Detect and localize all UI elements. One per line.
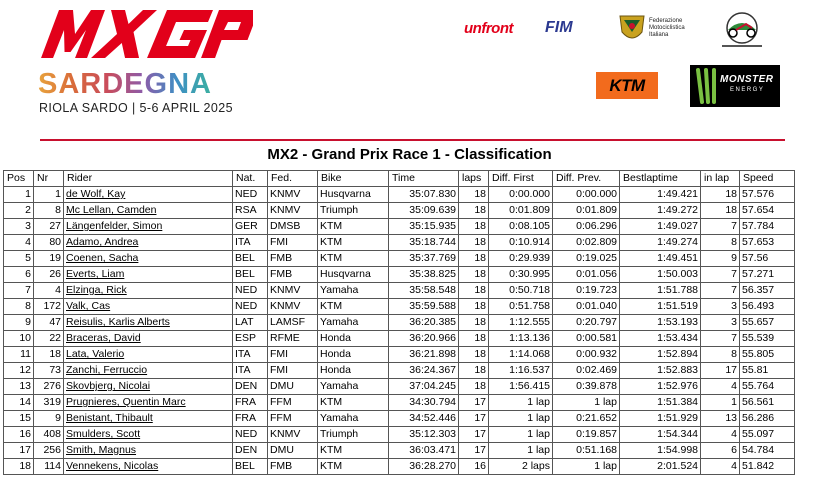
cell-rider[interactable]: Skovbjerg, Nicolai [64, 379, 233, 395]
header-nat: Nat. [233, 171, 268, 187]
cell-laps: 17 [459, 427, 489, 443]
cell-in-lap: 8 [701, 235, 740, 251]
cell-time: 36:21.898 [389, 347, 459, 363]
cell-time: 37:04.245 [389, 379, 459, 395]
table-row [4, 219, 795, 235]
table-row [4, 251, 795, 267]
cell-speed: 55.805 [740, 347, 795, 363]
cell-diff-prev: 0:19.723 [553, 283, 620, 299]
cell-fed: DMSB [268, 219, 318, 235]
cell-fed: KNMV [268, 187, 318, 203]
cell-laps: 18 [459, 267, 489, 283]
cell-nr: 80 [34, 235, 64, 251]
header-bike: Bike [318, 171, 389, 187]
cell-diff-prev: 1 lap [553, 395, 620, 411]
cell-in-lap: 1 [701, 395, 740, 411]
cell-fed: FFM [268, 411, 318, 427]
cell-speed: 57.654 [740, 203, 795, 219]
table-row [4, 331, 795, 347]
cell-time: 35:15.935 [389, 219, 459, 235]
cell-fed: FMI [268, 235, 318, 251]
cell-in-lap: 13 [701, 411, 740, 427]
monster-claw-icon [694, 68, 722, 104]
header-diff-prev: Diff. Prev. [553, 171, 620, 187]
cell-diff-first: 0:29.939 [489, 251, 553, 267]
header-fed: Fed. [268, 171, 318, 187]
cell-pos: 11 [4, 347, 34, 363]
cell-laps: 18 [459, 235, 489, 251]
cell-fed: FMB [268, 251, 318, 267]
cell-bike: Yamaha [318, 411, 389, 427]
cell-speed: 51.842 [740, 459, 795, 475]
monster-text: MONSTER [720, 74, 774, 85]
cell-pos: 12 [4, 363, 34, 379]
cell-pos: 14 [4, 395, 34, 411]
cell-diff-first: 0:08.105 [489, 219, 553, 235]
cell-nr: 19 [34, 251, 64, 267]
cell-nat: ITA [233, 363, 268, 379]
cell-laps: 17 [459, 411, 489, 427]
cell-nat: BEL [233, 459, 268, 475]
cell-fed: DMU [268, 379, 318, 395]
event-name-text: SARDEGNA [38, 68, 212, 100]
cell-diff-prev: 0:00.581 [553, 331, 620, 347]
table-row [4, 347, 795, 363]
cell-bike: KTM [318, 251, 389, 267]
cell-pos: 10 [4, 331, 34, 347]
cell-diff-first: 1 lap [489, 427, 553, 443]
cell-bestlaptime: 1:49.421 [620, 187, 701, 203]
table-row [4, 427, 795, 443]
cell-nr: 319 [34, 395, 64, 411]
cell-in-lap: 9 [701, 251, 740, 267]
cell-bestlaptime: 1:51.519 [620, 299, 701, 315]
cell-nat: DEN [233, 443, 268, 459]
classification-table [3, 170, 795, 475]
cell-pos: 17 [4, 443, 34, 459]
cell-nat: DEN [233, 379, 268, 395]
cell-pos: 9 [4, 315, 34, 331]
cell-in-lap: 7 [701, 219, 740, 235]
cell-fed: FMI [268, 363, 318, 379]
cell-laps: 18 [459, 187, 489, 203]
cell-fed: KNMV [268, 283, 318, 299]
cell-time: 36:03.471 [389, 443, 459, 459]
cell-diff-prev: 0:19.857 [553, 427, 620, 443]
table-row [4, 187, 795, 203]
cell-bestlaptime: 1:51.788 [620, 283, 701, 299]
cell-laps: 18 [459, 299, 489, 315]
cell-nr: 256 [34, 443, 64, 459]
cell-bestlaptime: 1:50.003 [620, 267, 701, 283]
cell-nat: FRA [233, 411, 268, 427]
cell-bestlaptime: 1:54.998 [620, 443, 701, 459]
cell-nat: ITA [233, 235, 268, 251]
table-row [4, 203, 795, 219]
cell-pos: 16 [4, 427, 34, 443]
header-rider: Rider [64, 171, 233, 187]
sponsor-ktm-logo [596, 72, 658, 99]
cell-diff-prev: 0:39.878 [553, 379, 620, 395]
cell-speed: 54.784 [740, 443, 795, 459]
cell-laps: 18 [459, 251, 489, 267]
cell-diff-prev: 0:51.168 [553, 443, 620, 459]
cell-speed: 57.56 [740, 251, 795, 267]
cell-bestlaptime: 1:49.027 [620, 219, 701, 235]
cell-laps: 17 [459, 395, 489, 411]
cell-nat: BEL [233, 251, 268, 267]
cell-speed: 57.784 [740, 219, 795, 235]
cell-bike: Husqvarna [318, 267, 389, 283]
sponsor-monster-logo [690, 65, 780, 107]
cell-speed: 56.286 [740, 411, 795, 427]
cell-rider[interactable]: Coenen, Sacha [64, 251, 233, 267]
cell-rider[interactable]: Reisulis, Karlis Alberts [64, 315, 233, 331]
cell-diff-prev: 0:19.025 [553, 251, 620, 267]
cell-speed: 56.357 [740, 283, 795, 299]
event-name [38, 69, 212, 99]
cell-in-lap: 18 [701, 187, 740, 203]
table-row [4, 395, 795, 411]
cell-nr: 18 [34, 347, 64, 363]
cell-time: 35:58.548 [389, 283, 459, 299]
cell-nat: ESP [233, 331, 268, 347]
cell-nr: 172 [34, 299, 64, 315]
cell-bike: Honda [318, 331, 389, 347]
cell-pos: 5 [4, 251, 34, 267]
cell-nat: FRA [233, 395, 268, 411]
cell-diff-first: 2 laps [489, 459, 553, 475]
cell-bike: KTM [318, 443, 389, 459]
cell-diff-first: 1:16.537 [489, 363, 553, 379]
cell-fed: FMB [268, 459, 318, 475]
cell-nat: NED [233, 427, 268, 443]
cell-nr: 26 [34, 267, 64, 283]
cell-in-lap: 3 [701, 299, 740, 315]
header-laps: laps [459, 171, 489, 187]
cell-bike: Honda [318, 347, 389, 363]
cell-rider[interactable]: Braceras, David [64, 331, 233, 347]
cell-rider[interactable]: Benistant, Thibault [64, 411, 233, 427]
cell-rider[interactable]: Zanchi, Ferruccio [64, 363, 233, 379]
cell-fed: FFM [268, 395, 318, 411]
cell-rider[interactable]: Mc Lellan, Camden [64, 203, 233, 219]
cell-diff-first: 0:01.809 [489, 203, 553, 219]
cell-fed: RFME [268, 331, 318, 347]
cell-bike: Yamaha [318, 283, 389, 299]
cell-in-lap: 6 [701, 443, 740, 459]
cell-in-lap: 4 [701, 427, 740, 443]
cell-speed: 55.764 [740, 379, 795, 395]
cell-pos: 6 [4, 267, 34, 283]
cell-bike: KTM [318, 459, 389, 475]
cell-nat: LAT [233, 315, 268, 331]
cell-diff-first: 0:00.000 [489, 187, 553, 203]
cell-nr: 4 [34, 283, 64, 299]
cell-time: 34:52.446 [389, 411, 459, 427]
cell-nr: 47 [34, 315, 64, 331]
cell-bestlaptime: 1:52.894 [620, 347, 701, 363]
cell-laps: 18 [459, 347, 489, 363]
cell-diff-first: 0:50.718 [489, 283, 553, 299]
table-row [4, 267, 795, 283]
event-location-date: RIOLA SARDO | 5-6 APRIL 2025 [39, 101, 233, 115]
cell-speed: 55.539 [740, 331, 795, 347]
header-bestlaptime: Bestlaptime [620, 171, 701, 187]
cell-bike: KTM [318, 235, 389, 251]
cell-bestlaptime: 1:52.883 [620, 363, 701, 379]
cell-laps: 18 [459, 331, 489, 347]
cell-nr: 276 [34, 379, 64, 395]
page-title: MX2 - Grand Prix Race 1 - Classification [267, 146, 552, 163]
cell-bike: Husqvarna [318, 187, 389, 203]
cell-bike: KTM [318, 395, 389, 411]
cell-diff-first: 1:12.555 [489, 315, 553, 331]
cell-nat: NED [233, 283, 268, 299]
cell-fed: DMU [268, 443, 318, 459]
cell-nat: GER [233, 219, 268, 235]
cell-nat: RSA [233, 203, 268, 219]
cell-bestlaptime: 1:49.274 [620, 235, 701, 251]
cell-bike: Yamaha [318, 379, 389, 395]
cell-diff-first: 1 lap [489, 443, 553, 459]
cell-nat: ITA [233, 347, 268, 363]
header-divider [40, 139, 785, 141]
cell-diff-prev: 0:01.809 [553, 203, 620, 219]
sponsor-unfront-logo: unfront [464, 20, 513, 37]
cell-time: 35:12.303 [389, 427, 459, 443]
mxgp-logo [38, 6, 253, 62]
table-row [4, 411, 795, 427]
cell-rider[interactable]: Smith, Magnus [64, 443, 233, 459]
cell-rider[interactable]: Prugnieres, Quentin Marc [64, 395, 233, 411]
cell-in-lap: 7 [701, 331, 740, 347]
cell-fed: FMB [268, 267, 318, 283]
cell-bestlaptime: 1:51.929 [620, 411, 701, 427]
cell-nr: 22 [34, 331, 64, 347]
table-row [4, 459, 795, 475]
cell-time: 35:37.769 [389, 251, 459, 267]
cell-speed: 55.81 [740, 363, 795, 379]
cell-diff-first: 1:13.136 [489, 331, 553, 347]
cell-time: 36:20.966 [389, 331, 459, 347]
cell-time: 36:24.367 [389, 363, 459, 379]
cell-diff-prev: 0:00.932 [553, 347, 620, 363]
cell-diff-prev: 0:01.056 [553, 267, 620, 283]
cell-time: 34:30.794 [389, 395, 459, 411]
ktm-text: KTM [609, 76, 645, 95]
table-row [4, 443, 795, 459]
cell-fed: KNMV [268, 299, 318, 315]
cell-rider[interactable]: Smulders, Scott [64, 427, 233, 443]
table-row [4, 363, 795, 379]
table-row [4, 315, 795, 331]
cell-nr: 9 [34, 411, 64, 427]
cell-rider[interactable]: Elzinga, Rick [64, 283, 233, 299]
cell-time: 35:38.825 [389, 267, 459, 283]
cell-diff-prev: 0:02.809 [553, 235, 620, 251]
cell-fed: KNMV [268, 203, 318, 219]
cell-bestlaptime: 1:53.434 [620, 331, 701, 347]
cell-rider[interactable]: Everts, Liam [64, 267, 233, 283]
cell-bike: KTM [318, 219, 389, 235]
cell-pos: 4 [4, 235, 34, 251]
cell-pos: 8 [4, 299, 34, 315]
cell-diff-first: 1 lap [489, 411, 553, 427]
cell-nat: NED [233, 299, 268, 315]
cell-fed: FMI [268, 347, 318, 363]
cell-pos: 18 [4, 459, 34, 475]
cell-rider[interactable]: Vennekens, Nicolas [64, 459, 233, 475]
cell-rider[interactable]: de Wolf, Kay [64, 187, 233, 203]
cell-rider[interactable]: Längenfelder, Simon [64, 219, 233, 235]
cell-laps: 18 [459, 219, 489, 235]
cell-in-lap: 8 [701, 347, 740, 363]
cell-rider[interactable]: Adamo, Andrea [64, 235, 233, 251]
cell-bike: Yamaha [318, 315, 389, 331]
cell-diff-prev: 0:06.296 [553, 219, 620, 235]
cell-laps: 16 [459, 459, 489, 475]
cell-time: 35:59.588 [389, 299, 459, 315]
fmi-text [649, 18, 685, 39]
cell-bestlaptime: 1:49.451 [620, 251, 701, 267]
table-row [4, 299, 795, 315]
table-body [4, 187, 795, 475]
cell-in-lap: 7 [701, 283, 740, 299]
cell-laps: 17 [459, 443, 489, 459]
cell-bestlaptime: 1:49.272 [620, 203, 701, 219]
header-nr: Nr [34, 171, 64, 187]
cell-in-lap: 3 [701, 315, 740, 331]
cell-speed: 56.493 [740, 299, 795, 315]
sponsor-fim-logo: FIM [545, 19, 573, 36]
cell-bike: Triumph [318, 427, 389, 443]
cell-diff-prev: 1 lap [553, 459, 620, 475]
cell-diff-first: 0:30.995 [489, 267, 553, 283]
fmi-line1: Federazione [649, 18, 683, 24]
monster-energy-text: ENERGY [730, 87, 765, 93]
cell-laps: 18 [459, 363, 489, 379]
cell-bestlaptime: 1:51.384 [620, 395, 701, 411]
cell-diff-first: 1 lap [489, 395, 553, 411]
cell-in-lap: 4 [701, 379, 740, 395]
cell-nr: 27 [34, 219, 64, 235]
cell-speed: 57.271 [740, 267, 795, 283]
cell-speed: 56.561 [740, 395, 795, 411]
cell-diff-prev: 0:21.652 [553, 411, 620, 427]
cell-bestlaptime: 1:54.344 [620, 427, 701, 443]
cell-fed: LAMSF [268, 315, 318, 331]
cell-fed: KNMV [268, 427, 318, 443]
cell-nr: 408 [34, 427, 64, 443]
table-row [4, 283, 795, 299]
cell-pos: 3 [4, 219, 34, 235]
sponsor-motoclub-logo [716, 10, 768, 50]
header-pos: Pos [4, 171, 34, 187]
cell-time: 35:18.744 [389, 235, 459, 251]
cell-time: 36:28.270 [389, 459, 459, 475]
cell-nat: NED [233, 187, 268, 203]
cell-in-lap: 7 [701, 267, 740, 283]
cell-bike: KTM [318, 299, 389, 315]
sponsor-fmi-logo [618, 14, 688, 46]
cell-pos: 2 [4, 203, 34, 219]
header-in-lap: in lap [701, 171, 740, 187]
fmi-line3: Italiana [649, 32, 669, 38]
cell-rider[interactable]: Lata, Valerio [64, 347, 233, 363]
cell-diff-prev: 0:01.040 [553, 299, 620, 315]
cell-bestlaptime: 2:01.524 [620, 459, 701, 475]
cell-in-lap: 4 [701, 459, 740, 475]
cell-diff-prev: 0:20.797 [553, 315, 620, 331]
cell-diff-prev: 0:00.000 [553, 187, 620, 203]
cell-diff-first: 1:56.415 [489, 379, 553, 395]
cell-laps: 18 [459, 203, 489, 219]
cell-diff-first: 0:51.758 [489, 299, 553, 315]
cell-diff-prev: 0:02.469 [553, 363, 620, 379]
cell-laps: 18 [459, 283, 489, 299]
header-speed: Speed [740, 171, 795, 187]
cell-bestlaptime: 1:53.193 [620, 315, 701, 331]
cell-diff-first: 1:14.068 [489, 347, 553, 363]
cell-nat: BEL [233, 267, 268, 283]
cell-laps: 18 [459, 315, 489, 331]
cell-pos: 7 [4, 283, 34, 299]
cell-speed: 57.576 [740, 187, 795, 203]
cell-diff-first: 0:10.914 [489, 235, 553, 251]
cell-time: 35:07.830 [389, 187, 459, 203]
cell-rider[interactable]: Valk, Cas [64, 299, 233, 315]
cell-in-lap: 18 [701, 203, 740, 219]
cell-bike: Honda [318, 363, 389, 379]
cell-pos: 13 [4, 379, 34, 395]
table-row [4, 379, 795, 395]
cell-nr: 114 [34, 459, 64, 475]
cell-nr: 1 [34, 187, 64, 203]
cell-nr: 73 [34, 363, 64, 379]
table-header-row [4, 171, 795, 187]
cell-time: 36:20.385 [389, 315, 459, 331]
cell-pos: 1 [4, 187, 34, 203]
cell-bestlaptime: 1:52.976 [620, 379, 701, 395]
cell-bike: Triumph [318, 203, 389, 219]
table-row [4, 235, 795, 251]
cell-pos: 15 [4, 411, 34, 427]
fmi-badge-icon [618, 14, 646, 44]
cell-laps: 18 [459, 379, 489, 395]
cell-nr: 8 [34, 203, 64, 219]
cell-speed: 55.657 [740, 315, 795, 331]
header-time: Time [389, 171, 459, 187]
header-diff-first: Diff. First [489, 171, 553, 187]
cell-in-lap: 17 [701, 363, 740, 379]
cell-time: 35:09.639 [389, 203, 459, 219]
cell-speed: 55.097 [740, 427, 795, 443]
fmi-line2: Motociclistica [649, 25, 685, 31]
cell-speed: 57.653 [740, 235, 795, 251]
